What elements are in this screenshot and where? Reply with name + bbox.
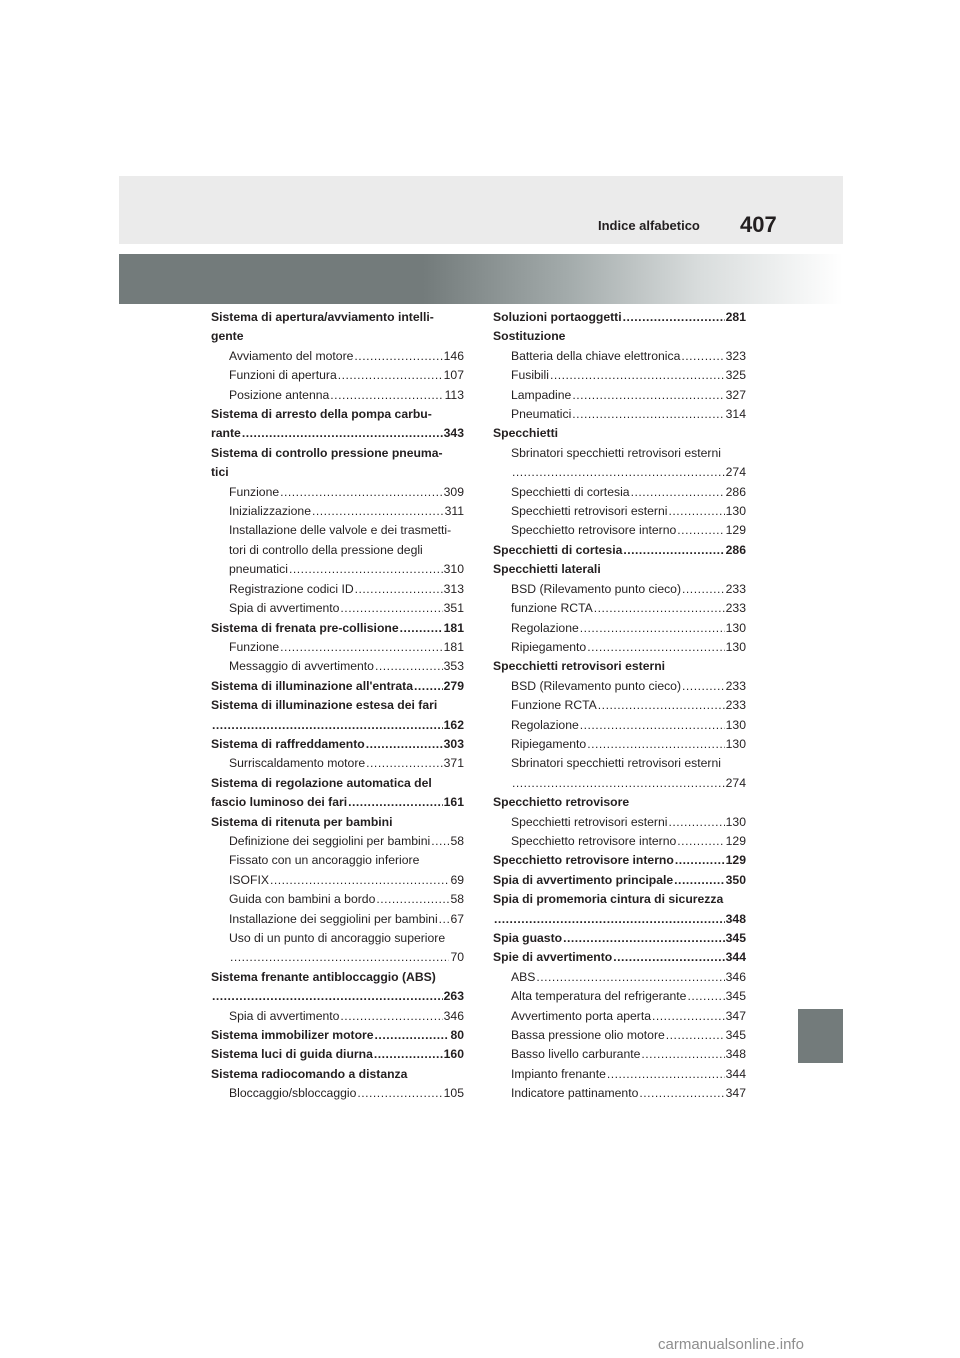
index-entry-page: 129 xyxy=(725,853,746,868)
index-entry-page: 345 xyxy=(725,931,746,945)
index-entry-label: Spie di avvertimento xyxy=(493,950,613,965)
index-entry-label: Ripiegamento xyxy=(511,736,587,751)
index-heading-line: Sbrinatori specchietti retrovisori esterni xyxy=(511,445,721,460)
index-entry-label: Regolazione xyxy=(511,717,579,732)
index-entry-label: Sistema di illuminazione all'entrata xyxy=(211,678,414,693)
index-entry-page: 353 xyxy=(443,659,464,674)
index-entry-page: 314 xyxy=(725,407,746,422)
index-entry xyxy=(211,386,464,405)
dot-leader xyxy=(641,1045,724,1064)
dot-leader xyxy=(677,832,724,851)
index-entry-page: 371 xyxy=(443,756,464,771)
index-entry-label: Soluzioni portaoggetti xyxy=(493,310,622,324)
index-entry xyxy=(493,910,746,929)
index-entry-page: 233 xyxy=(725,678,746,693)
index-entry-page: 347 xyxy=(725,1086,746,1101)
index-entry-label: Inizializzazione xyxy=(229,504,311,519)
index-entry-page: 130 xyxy=(725,620,746,635)
index-entry xyxy=(211,366,464,385)
index-entry-page: 309 xyxy=(443,484,464,499)
index-entry-page: 344 xyxy=(725,1066,746,1081)
index-entry-page: 181 xyxy=(443,620,464,635)
index-entry-page: 346 xyxy=(443,1008,464,1023)
index-entry xyxy=(493,832,746,851)
dot-leader xyxy=(312,502,444,521)
index-entry-label: Bloccaggio/sbloccaggio xyxy=(229,1086,357,1101)
index-entry-page: 348 xyxy=(725,1047,746,1062)
index-entry-page: 105 xyxy=(443,1086,464,1101)
index-entry xyxy=(211,1084,464,1103)
index-entry-page: 130 xyxy=(725,814,746,829)
dot-leader xyxy=(623,308,725,327)
dot-leader xyxy=(340,1007,442,1026)
index-entry-page: 69 xyxy=(450,872,464,887)
index-entry xyxy=(211,619,464,638)
index-entry xyxy=(493,813,746,832)
index-entry-label: Spia guasto xyxy=(493,931,563,945)
index-entry-label: BSD (Rilevamento punto cieco) xyxy=(511,678,682,693)
index-entry-label: BSD (Rilevamento punto cieco) xyxy=(511,581,682,596)
dot-leader xyxy=(376,890,449,909)
index-entry xyxy=(493,948,746,967)
index-entry-label: fascio luminoso dei fari xyxy=(211,795,348,810)
dot-leader xyxy=(563,929,725,948)
dot-leader xyxy=(414,677,443,696)
index-entry-page: 310 xyxy=(443,562,464,577)
index-entry xyxy=(211,580,464,599)
dot-leader xyxy=(270,871,449,890)
index-entry-label: Posizione antenna xyxy=(229,387,330,402)
index-entry-label: Lampadine xyxy=(511,387,572,402)
index-entry xyxy=(493,929,746,948)
index-entry-page: 233 xyxy=(725,601,746,616)
index-entry-label: Avviamento del motore xyxy=(229,348,354,363)
index-entry-page: 286 xyxy=(725,542,746,557)
dot-leader xyxy=(668,502,724,521)
index-entry-label: Definizione dei seggiolini per bambini xyxy=(229,833,431,848)
index-entry-page: 107 xyxy=(443,368,464,383)
index-entry xyxy=(493,308,746,327)
index-column-left xyxy=(211,308,464,1104)
index-entry xyxy=(493,677,746,696)
index-entry xyxy=(211,716,464,735)
index-entry xyxy=(211,948,464,967)
index-entry-page: 348 xyxy=(725,911,746,926)
dot-leader xyxy=(431,832,449,851)
index-entry-page: 130 xyxy=(725,639,746,654)
dot-leader xyxy=(681,347,724,366)
index-entry-label: Sistema di frenata pre-collisione xyxy=(211,620,399,635)
dot-leader xyxy=(675,851,725,870)
index-heading-line: Sistema di apertura/avviamento intelli- xyxy=(211,310,434,324)
index-entry-page: 313 xyxy=(443,581,464,596)
dot-leader xyxy=(242,424,443,443)
dot-leader xyxy=(687,987,724,1006)
index-entry xyxy=(493,987,746,1006)
index-entry-page: 263 xyxy=(443,989,464,1004)
index-entry xyxy=(211,910,464,929)
index-entry-page: 347 xyxy=(725,1008,746,1023)
index-entry xyxy=(493,541,746,560)
dot-leader xyxy=(677,521,724,540)
index-entry-page: 350 xyxy=(725,872,746,887)
dot-leader xyxy=(623,541,724,560)
index-entry-page: 80 xyxy=(450,1028,464,1043)
index-entry-page: 344 xyxy=(725,950,746,965)
index-entry xyxy=(211,1026,464,1045)
watermark: carmanualsonline.info xyxy=(658,1336,804,1353)
index-heading-line: Sbrinatori specchietti retrovisori esterni xyxy=(511,756,721,771)
index-entry-page: 323 xyxy=(725,348,746,363)
index-entry xyxy=(493,1084,746,1103)
index-side-tab xyxy=(798,1009,843,1063)
index-entry xyxy=(211,560,464,579)
index-entry xyxy=(211,871,464,890)
dot-leader xyxy=(212,716,443,735)
header-band xyxy=(119,176,843,244)
index-entry-page: 311 xyxy=(444,504,464,519)
index-entry-label: Sistema di raffreddamento xyxy=(211,736,365,751)
dot-leader xyxy=(330,386,443,405)
index-heading-line: Specchietto retrovisore xyxy=(493,795,630,810)
dot-leader xyxy=(357,1084,442,1103)
section-title: Indice alfabetico xyxy=(598,218,700,233)
index-heading-line: Specchietti laterali xyxy=(493,562,601,577)
index-entry-label: Pneumatici xyxy=(511,407,572,422)
index-entry-label: Sistema luci di guida diurna xyxy=(211,1047,373,1062)
index-entry xyxy=(211,987,464,1006)
dot-leader xyxy=(280,483,443,502)
index-entry-label: Indicatore pattinamento xyxy=(511,1086,639,1101)
index-heading-line: Sistema di illuminazione estesa dei fari xyxy=(211,698,438,713)
index-heading-line: tici xyxy=(211,465,229,480)
dot-leader xyxy=(587,735,724,754)
dot-leader xyxy=(631,483,725,502)
index-entry xyxy=(493,696,746,715)
dot-leader xyxy=(338,366,443,385)
index-entry-page: 160 xyxy=(443,1047,464,1062)
index-entry xyxy=(493,871,746,890)
index-entry-page: 233 xyxy=(725,698,746,713)
dot-leader xyxy=(598,696,725,715)
dot-leader xyxy=(639,1084,724,1103)
index-entry-label: Specchietti di cortesia xyxy=(511,484,630,499)
index-heading-line: Sistema di arresto della pompa carbu- xyxy=(211,407,432,422)
index-entry-label: Bassa pressione olio motore xyxy=(511,1028,665,1043)
index-entry xyxy=(211,638,464,657)
dot-leader xyxy=(355,580,443,599)
index-entry-page: 351 xyxy=(443,601,464,616)
dot-leader xyxy=(340,599,442,618)
index-entry-label: ABS xyxy=(511,969,536,984)
index-entry-page: 130 xyxy=(725,504,746,519)
dot-leader xyxy=(375,1026,450,1045)
index-column-right xyxy=(493,308,746,1104)
index-entry-page: 58 xyxy=(450,892,464,907)
index-entry xyxy=(493,1045,746,1064)
index-entry-page: 345 xyxy=(725,1028,746,1043)
index-entry-page: 162 xyxy=(443,717,464,732)
index-entry-page: 181 xyxy=(443,639,464,654)
index-entry xyxy=(211,483,464,502)
index-entry-label: Sistema immobilizer motore xyxy=(211,1028,374,1043)
index-entry xyxy=(493,774,746,793)
index-entry-page: 113 xyxy=(444,387,464,402)
dot-leader xyxy=(494,910,725,929)
index-entry-label: Registrazione codici ID xyxy=(229,581,354,596)
index-entry-page: 161 xyxy=(443,795,464,810)
index-entry-page: 233 xyxy=(725,581,746,596)
index-entry xyxy=(493,521,746,540)
dot-leader xyxy=(439,910,450,929)
dot-leader xyxy=(550,366,725,385)
dot-leader xyxy=(668,813,724,832)
index-entry xyxy=(493,483,746,502)
index-entry-page: 58 xyxy=(450,833,464,848)
index-entry xyxy=(211,793,464,812)
index-entry-page: 67 xyxy=(450,911,464,926)
dot-leader xyxy=(682,677,725,696)
index-entry-page: 146 xyxy=(443,348,464,363)
dot-leader xyxy=(594,599,725,618)
index-entry-label: Specchietti di cortesia xyxy=(493,542,623,557)
index-entry-label: Impianto frenante xyxy=(511,1066,606,1081)
dot-leader xyxy=(289,560,443,579)
dot-leader xyxy=(674,871,724,890)
index-entry-page: 274 xyxy=(725,465,746,480)
index-heading-line: Sistema di regolazione automatica del xyxy=(211,775,432,790)
index-entry-page: 325 xyxy=(725,368,746,383)
index-entry-page: 129 xyxy=(725,833,746,848)
dot-leader xyxy=(375,657,443,676)
index-entry xyxy=(211,502,464,521)
index-heading-line: Sistema frenante antibloccaggio (ABS) xyxy=(211,969,436,984)
index-heading-line: Spia di promemoria cintura di sicurezza xyxy=(493,892,724,907)
dot-leader xyxy=(572,386,724,405)
index-entry xyxy=(493,366,746,385)
dot-leader xyxy=(536,968,724,987)
index-entry-page: 303 xyxy=(443,736,464,751)
dot-leader xyxy=(400,619,443,638)
index-entry-page: 286 xyxy=(725,484,746,499)
index-entry-page: 343 xyxy=(443,426,464,441)
dot-leader xyxy=(354,347,442,366)
dot-leader xyxy=(230,948,449,967)
index-entry xyxy=(493,580,746,599)
index-entry xyxy=(211,832,464,851)
index-entry-page: 130 xyxy=(725,736,746,751)
index-entry xyxy=(493,463,746,482)
index-entry-label: Avvertimento porta aperta xyxy=(511,1008,652,1023)
dot-leader xyxy=(512,774,725,793)
dot-leader xyxy=(280,638,443,657)
header-gradient-bar xyxy=(119,254,843,304)
index-entry-page: 70 xyxy=(450,950,464,965)
dot-leader xyxy=(613,948,724,967)
dot-leader xyxy=(580,619,725,638)
index-entry xyxy=(493,599,746,618)
index-entry-page: 279 xyxy=(443,678,464,693)
index-entry-label: Messaggio di avvertimento xyxy=(229,659,374,674)
dot-leader xyxy=(374,1045,443,1064)
index-entry-page: 327 xyxy=(725,387,746,402)
index-entry xyxy=(493,405,746,424)
index-entry-label: Installazione dei seggiolini per bambini xyxy=(229,911,438,926)
index-heading-line: Installazione delle valvole e dei trasmetti- xyxy=(229,523,452,538)
index-entry xyxy=(211,1007,464,1026)
index-entry-page: 274 xyxy=(725,775,746,790)
dot-leader xyxy=(212,987,443,1006)
dot-leader xyxy=(666,1026,725,1045)
index-entry xyxy=(493,851,746,870)
index-entry-label: ISOFIX xyxy=(229,872,269,887)
index-entry xyxy=(211,424,464,443)
index-entry xyxy=(211,347,464,366)
index-entry xyxy=(493,619,746,638)
index-entry-label: Specchietto retrovisore interno xyxy=(511,523,677,538)
index-entry-label: Specchietto retrovisore interno xyxy=(511,833,677,848)
index-heading-line: Sostituzione xyxy=(493,329,566,344)
index-entry xyxy=(493,735,746,754)
index-entry-label: Alta temperatura del refrigerante xyxy=(511,989,687,1004)
index-entry xyxy=(493,502,746,521)
index-entry xyxy=(493,716,746,735)
index-entry xyxy=(493,638,746,657)
index-entry-label: Spia di avvertimento xyxy=(229,1008,340,1023)
index-entry xyxy=(493,1007,746,1026)
dot-leader xyxy=(572,405,724,424)
index-entry xyxy=(211,657,464,676)
index-heading-line: Sistema di ritenuta per bambini xyxy=(211,814,393,829)
index-entry-label: Funzioni di apertura xyxy=(229,368,337,383)
index-entry-page: 281 xyxy=(725,310,746,324)
index-entry-label: Specchietto retrovisore interno xyxy=(493,853,674,868)
dot-leader xyxy=(587,638,724,657)
index-entry-label: Funzione xyxy=(229,639,280,654)
index-heading-line: Fissato con un ancoraggio inferiore xyxy=(229,853,420,868)
index-heading-line: Specchietti xyxy=(493,426,559,441)
index-heading-line: tori di controllo della pressione degli xyxy=(229,542,423,557)
index-entry-label: rante xyxy=(211,426,241,441)
index-heading-line: Specchietti retrovisori esterni xyxy=(493,659,666,674)
page-number: 407 xyxy=(740,212,777,237)
dot-leader xyxy=(366,754,443,773)
index-entry xyxy=(493,1026,746,1045)
dot-leader xyxy=(580,716,725,735)
index-entry-label: Basso livello carburante xyxy=(511,1047,641,1062)
index-entry xyxy=(493,386,746,405)
index-entry-label: Spia di avvertimento xyxy=(229,601,340,616)
index-entry xyxy=(493,1065,746,1084)
index-entry xyxy=(493,347,746,366)
dot-leader xyxy=(652,1007,725,1026)
index-entry-page: 346 xyxy=(725,969,746,984)
index-entry xyxy=(211,754,464,773)
index-entry-label: Batteria della chiave elettronica xyxy=(511,348,681,363)
dot-leader xyxy=(607,1065,725,1084)
index-entry-label: Regolazione xyxy=(511,620,579,635)
index-entry-label: Surriscaldamento motore xyxy=(229,756,366,771)
index-entry xyxy=(493,968,746,987)
dot-leader xyxy=(682,580,725,599)
index-heading-line: Sistema radiocomando a distanza xyxy=(211,1066,408,1081)
index-entry-page: 130 xyxy=(725,717,746,732)
index-entry xyxy=(211,1045,464,1064)
index-entry-label: Ripiegamento xyxy=(511,639,587,654)
index-entry-page: 345 xyxy=(725,989,746,1004)
index-entry xyxy=(211,735,464,754)
index-entry xyxy=(211,677,464,696)
index-heading-line: Uso di un punto di ancoraggio superiore xyxy=(229,931,446,945)
index-entry-label: Spia di avvertimento principale xyxy=(493,872,674,887)
index-heading-line: Sistema di controllo pressione pneuma- xyxy=(211,445,443,460)
index-entry-label: Guida con bambini a bordo xyxy=(229,892,376,907)
index-entry xyxy=(211,890,464,909)
index-entry-label: Fusibili xyxy=(511,368,549,383)
index-entry-label: Specchietti retrovisori esterni xyxy=(511,504,668,519)
index-entry-label: Funzione RCTA xyxy=(511,698,597,713)
index-entry-label: funzione RCTA xyxy=(511,601,593,616)
index-entry-label: Funzione xyxy=(229,484,280,499)
dot-leader xyxy=(348,793,443,812)
index-entry-page: 129 xyxy=(725,523,746,538)
index-entry xyxy=(211,599,464,618)
index-entry-label: pneumatici xyxy=(229,562,288,577)
dot-leader xyxy=(512,463,725,482)
dot-leader xyxy=(366,735,443,754)
index-entry-label: Specchietti retrovisori esterni xyxy=(511,814,668,829)
index-heading-line: gente xyxy=(211,329,244,344)
